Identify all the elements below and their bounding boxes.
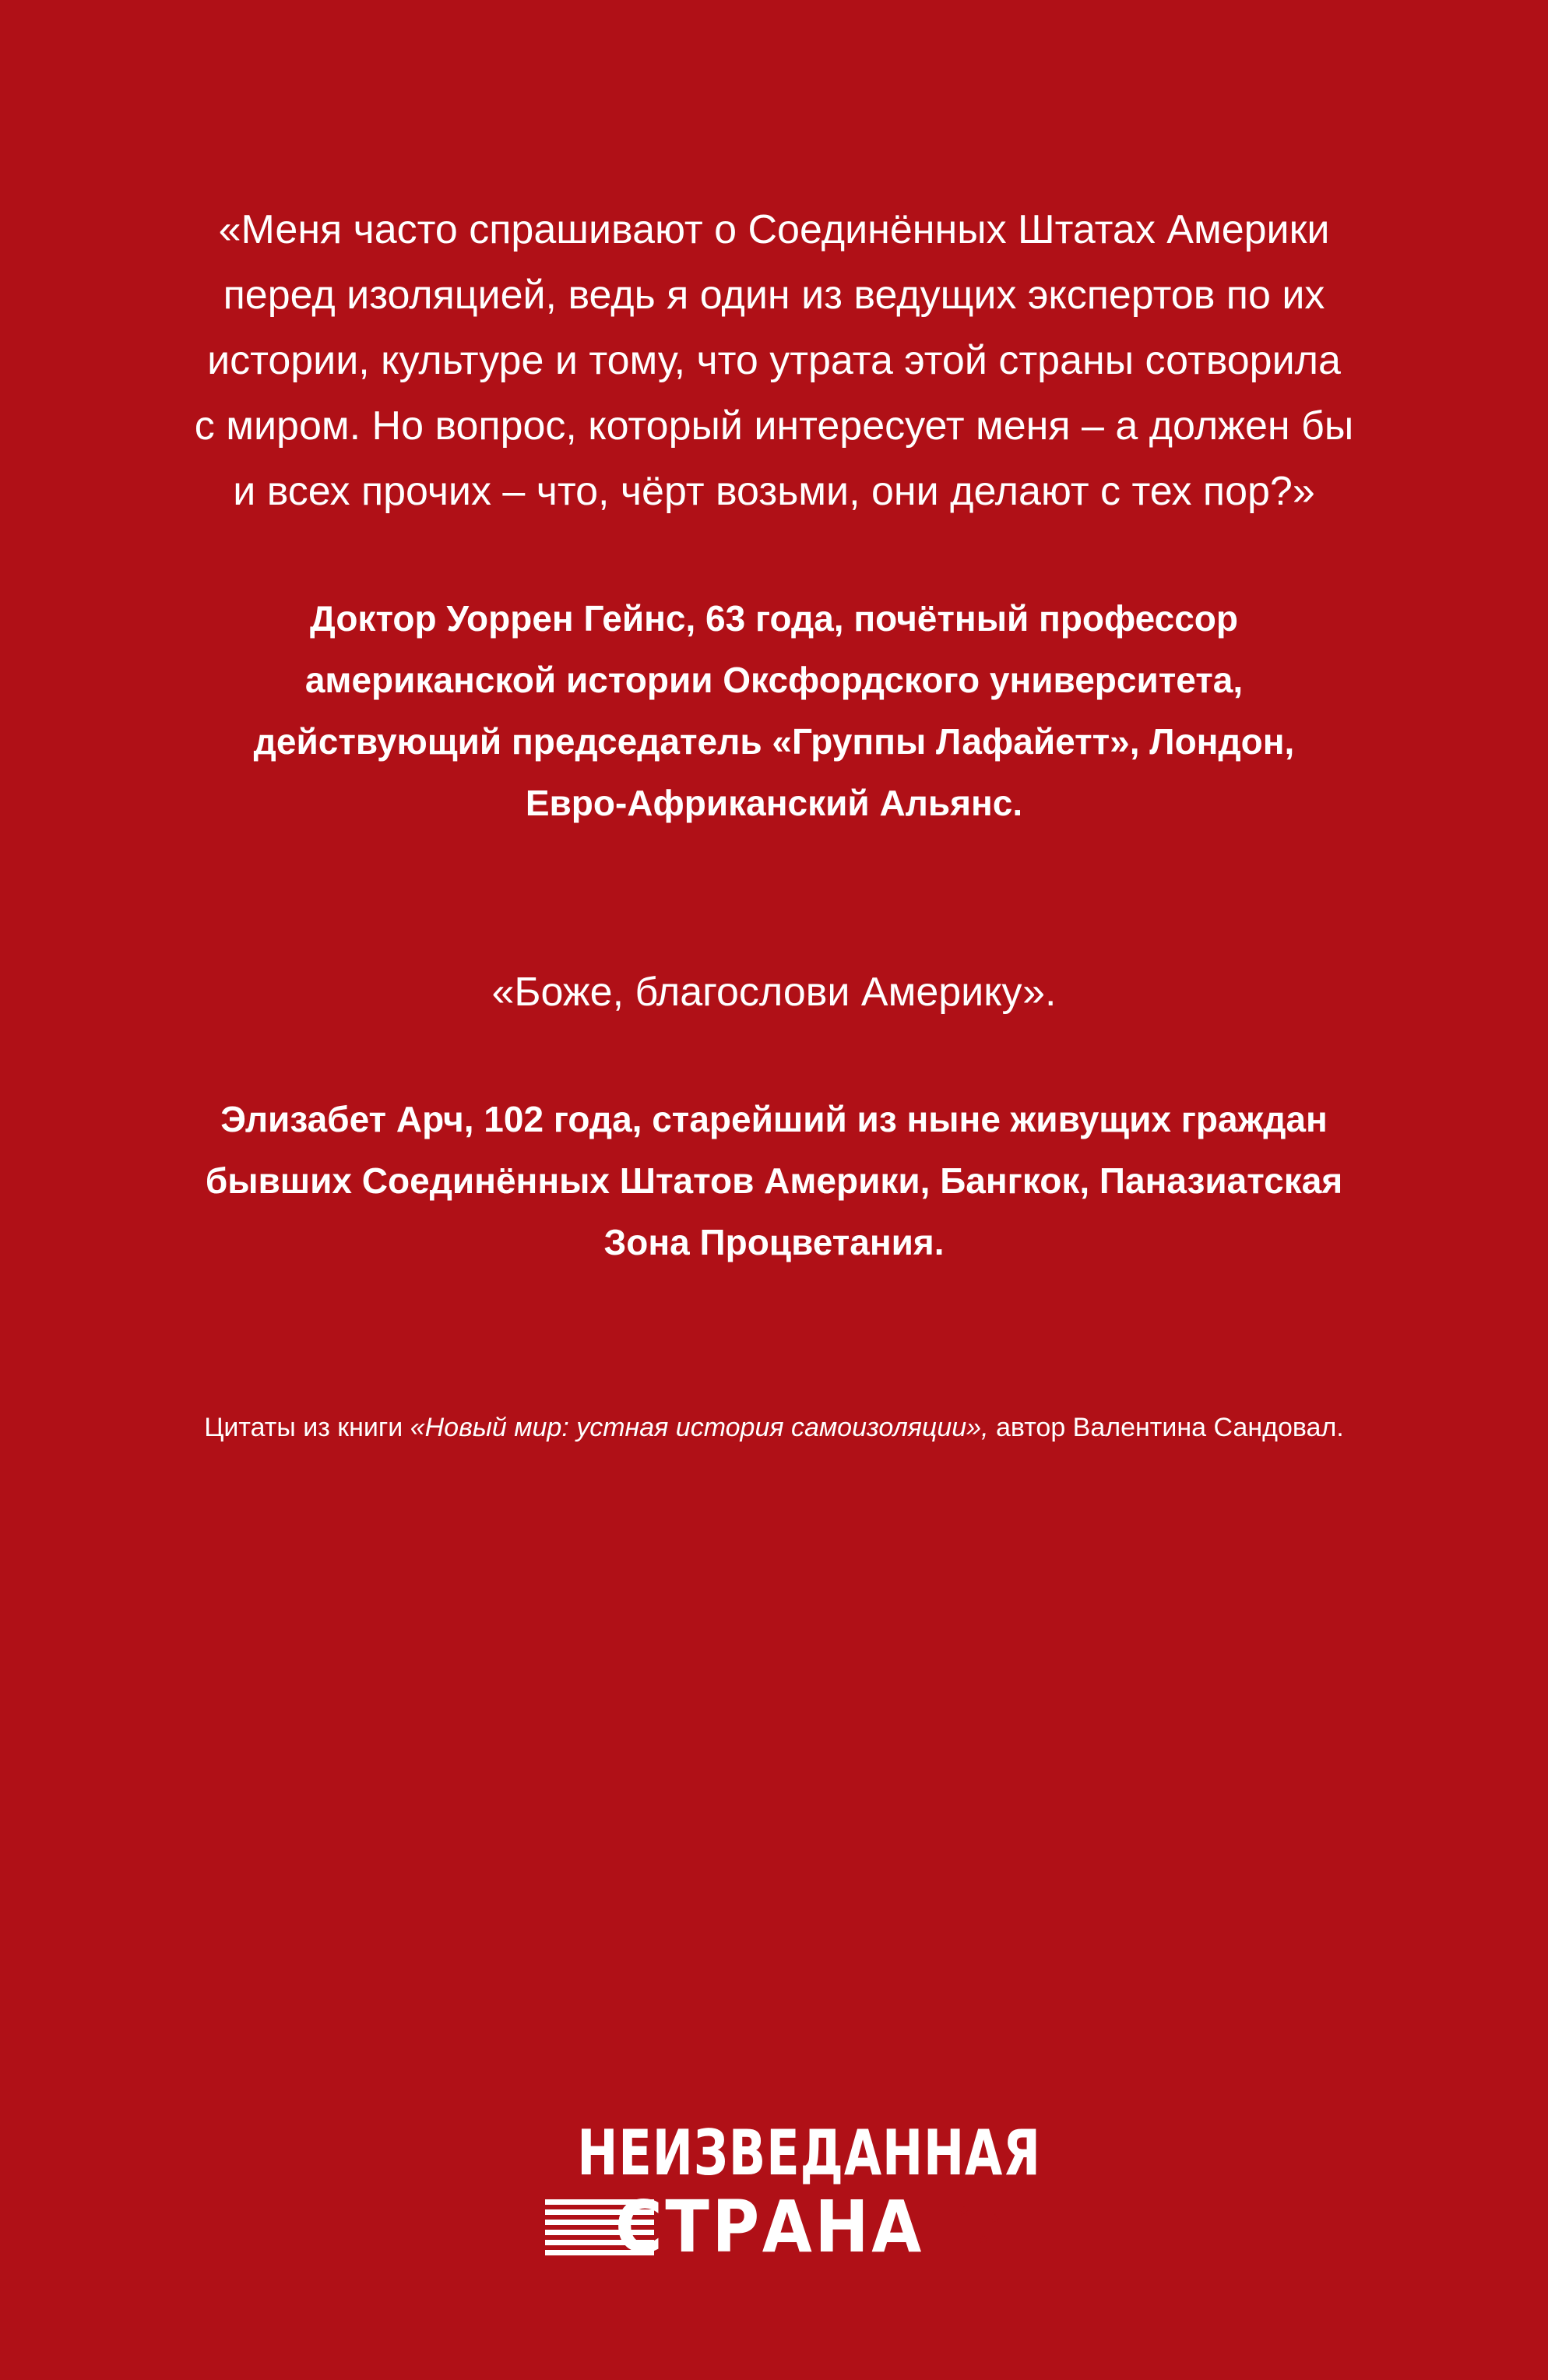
attribution-line: Элизабет Арч, 102 года, старейший из ныне живущих граждан — [220, 1099, 1328, 1139]
source-suffix: автор Валентина Сандовал. — [988, 1413, 1344, 1442]
attribution-line: Доктор Уоррен Гейнс, 63 года, почётный профессор — [309, 598, 1239, 639]
second-quote: «Боже, благослови Америку». — [491, 970, 1057, 1015]
logo-line-2-wrap — [522, 2185, 1026, 2269]
attribution-gaines — [171, 588, 1377, 834]
attribution-line: американской истории Оксфордского университета, — [304, 660, 1244, 700]
main-quote-line: «Меня часто спрашивают о Соединённых Штатах Америки — [218, 207, 1330, 252]
source-prefix: Цитаты из книги — [204, 1413, 410, 1442]
attribution-arch — [109, 1089, 1439, 1273]
main-quote-line: истории, культуре и тому, что утрата этой страны сотворила — [207, 338, 1341, 383]
logo-line-1: НЕИЗВЕДАННАЯ — [577, 2117, 1041, 2189]
attribution-line: бывших Соединённых Штатов Америки, Бангкок, Паназиатская — [205, 1160, 1343, 1201]
star-icon: ★ — [989, 2211, 1002, 2227]
main-quote-line: и всех прочих – что, чёрт возьми, они делают с тех пор?» — [233, 469, 1315, 514]
main-quote — [109, 197, 1439, 524]
logo-line-2: СТРАНА — [615, 2185, 924, 2269]
main-quote-line: перед изоляцией, ведь я один из ведущих экспертов по их — [223, 273, 1325, 318]
attribution-line: действующий председатель «Группы Лафайетт», Лондон, — [253, 721, 1295, 762]
star-icon: ★ — [958, 2203, 971, 2219]
attribution-line: Зона Процветания. — [603, 1222, 945, 1262]
star-icon: ★ — [977, 2230, 990, 2246]
main-quote-line: с миром. Но вопрос, который интересует меня – а должен бы — [194, 403, 1354, 449]
series-logo — [522, 2117, 1041, 2274]
attribution-line: Евро-Африканский Альянс. — [525, 783, 1023, 823]
source-note — [78, 1408, 1470, 1447]
book-title: «Новый мир: устная история самоизоляции», — [410, 1413, 989, 1442]
